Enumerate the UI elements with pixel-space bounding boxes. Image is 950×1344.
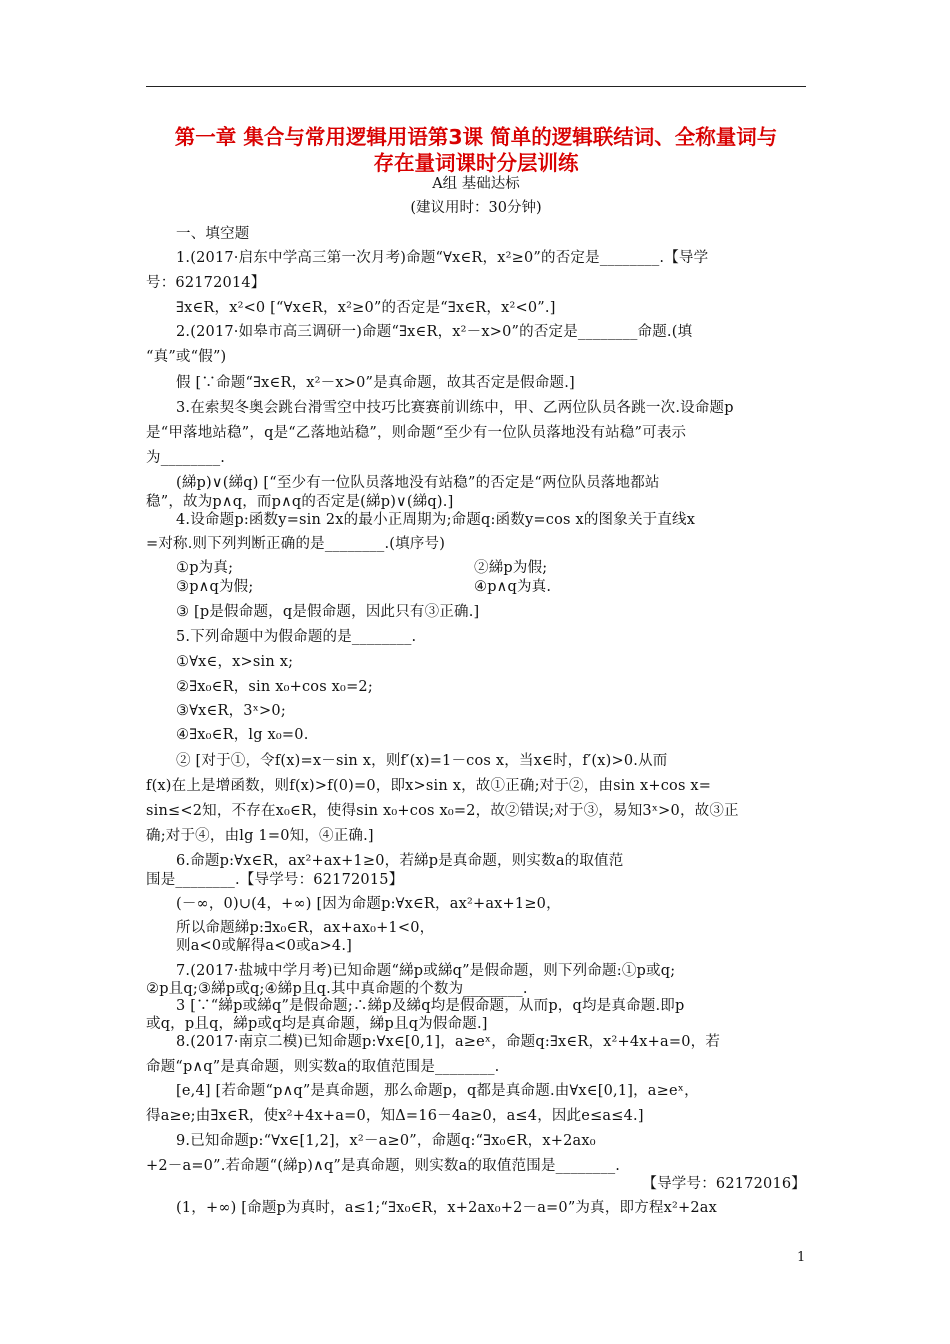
text-line: 2.(2017·如皋市高三调研一)命题“∃x∈R，x²－x>0”的否定是________命题.(填 xyxy=(176,324,693,340)
text-line: 3.在索契冬奥会跳台滑雪空中技巧比赛赛前训练中，甲、乙两位队员各跳一次.设命题p xyxy=(176,400,734,416)
page-title-line-2: 存在量词课时分层训练 xyxy=(373,151,579,175)
text-line: 5.下列命题中为假命题的是________. xyxy=(176,629,417,645)
text-line: [e,4] [若命题“p∧q”是真命题，那么命题p，q都是真命题.由∀x∈[0,1]，a≥eˣ， xyxy=(176,1083,699,1099)
text-line: f(x)在上是增函数，则f(x)>f(0)=0，即x>sin x，故①正确;对于②，由sin x+cos x= xyxy=(146,778,712,794)
time-note: (建议用时：30分钟) xyxy=(410,200,542,216)
text-line: 则a<0或解得a<0或a>4.] xyxy=(176,938,353,954)
text-line: 围是________.【导学号：62172015】 xyxy=(146,872,404,888)
text-line: 假 [∵命题“∃x∈R，x²－x>0”是真命题，故其否定是假命题.] xyxy=(176,375,575,391)
option-1: ①p为真; xyxy=(176,560,234,576)
text-line: =对称.则下列判断正确的是________.(填序号) xyxy=(146,536,446,552)
text-line: 【导学号：62172016】 xyxy=(642,1176,806,1192)
page-number: 1 xyxy=(797,1250,806,1265)
section-heading: 一、填空题 xyxy=(176,226,250,242)
text-line: ①∀x∈，x>sin x; xyxy=(176,654,294,670)
text-line: ②∃x₀∈R，sin x₀+cos x₀=2; xyxy=(176,679,373,695)
header-rule xyxy=(146,86,806,87)
text-line: 是“甲落地站稳”，q是“乙落地站稳”，则命题“至少有一位队员落地没有站稳”可表示 xyxy=(146,425,687,441)
text-line: 3 [∵“綈p或綈q”是假命题;∴綈p及綈q均是假命题，从而p，q均是真命题.即p xyxy=(176,998,685,1014)
text-line: 号：62172014】 xyxy=(146,275,266,291)
text-line: 所以命题綈p:∃x₀∈R，ax+ax₀+1<0， xyxy=(176,920,435,936)
text-line: 或q，p且q，綈p或q均是真命题，綈p且q为假命题.] xyxy=(146,1016,488,1032)
text-line: 为________. xyxy=(146,450,226,466)
text-line: 确;对于④，由lg 1=0知，④正确.] xyxy=(146,828,374,844)
text-line: +2－a=0”.若命题“(綈p)∧q”是真命题，则实数a的取值范围是________. xyxy=(146,1158,621,1174)
text-line: ④∃x₀∈R，lg x₀=0. xyxy=(176,727,309,743)
option-4: ④p∧q为真. xyxy=(474,579,552,595)
text-line: 7.(2017·盐城中学月考)已知命题“綈p或綈q”是假命题，则下列命题:①p或q; xyxy=(176,963,676,979)
text-line: 稳”，故为p∧q，而p∧q的否定是(綈p)∨(綈q).] xyxy=(146,494,454,510)
text-line: 8.(2017·南京二模)已知命题p:∀x∈[0,1]，a≥eˣ，命题q:∃x∈R，x²+4x+a=0，若 xyxy=(176,1034,721,1050)
text-line: ∃x∈R，x²<0 [“∀x∈R，x²≥0”的否定是“∃x∈R，x²<0”.] xyxy=(176,300,556,316)
text-line: 1.(2017·启东中学高三第一次月考)命题“∀x∈R，x²≥0”的否定是________.【导学 xyxy=(176,250,709,266)
text-line: (1，+∞) [命题p为真时，a≤1;“∃x₀∈R，x+2ax₀+2－a=0”为真，即方程x²+2ax xyxy=(176,1200,718,1216)
text-line: ③ [p是假命题，q是假命题，因此只有③正确.] xyxy=(176,604,480,620)
option-3: ③p∧q为假; xyxy=(176,579,254,595)
text-line: 6.命题p:∀x∈R，ax²+ax+1≥0，若綈p是真命题，则实数a的取值范 xyxy=(176,853,624,869)
text-line: 命题“p∧q”是真命题，则实数a的取值范围是________. xyxy=(146,1059,500,1075)
text-line: ③∀x∈R，3ˣ>0; xyxy=(176,703,286,719)
page-title-line-1: 第一章 集合与常用逻辑用语第3课 简单的逻辑联结词、全称量词与 xyxy=(174,125,778,149)
text-line: ② [对于①，令f(x)=x－sin x，则f′(x)=1－cos x，当x∈时，f′(x)>0.从而 xyxy=(176,753,668,769)
text-line: “真”或“假”) xyxy=(146,349,227,365)
text-line: (綈p)∨(綈q) [“至少有一位队员落地没有站稳”的否定是“两位队员落地都站 xyxy=(176,475,660,491)
text-line: 9.已知命题p:“∀x∈[1,2]，x²－a≥0”，命题q:“∃x₀∈R，x+2ax₀ xyxy=(176,1133,596,1149)
text-line: (－∞，0)∪(4，+∞) [因为命题p:∀x∈R，ax²+ax+1≥0， xyxy=(176,896,561,912)
text-line: sin≤<2知，不存在x₀∈R，使得sin x₀+cos x₀=2，故②错误;对于③，易知3ˣ>0，故③正 xyxy=(146,803,739,819)
option-2: ②綈p为假; xyxy=(474,560,548,576)
text-line: ②p且q;③綈p或q;④綈p且q.其中真命题的个数为________. xyxy=(146,981,528,997)
group-label: A组 基础达标 xyxy=(432,176,520,192)
text-line: 得a≥e;由∃x∈R，使x²+4x+a=0，知Δ=16－4a≥0，a≤4，因此e≤a≤4.] xyxy=(146,1108,644,1124)
text-line: 4.设命题p:函数y=sin 2x的最小正周期为;命题q:函数y=cos x的图象关于直线x xyxy=(176,512,696,528)
